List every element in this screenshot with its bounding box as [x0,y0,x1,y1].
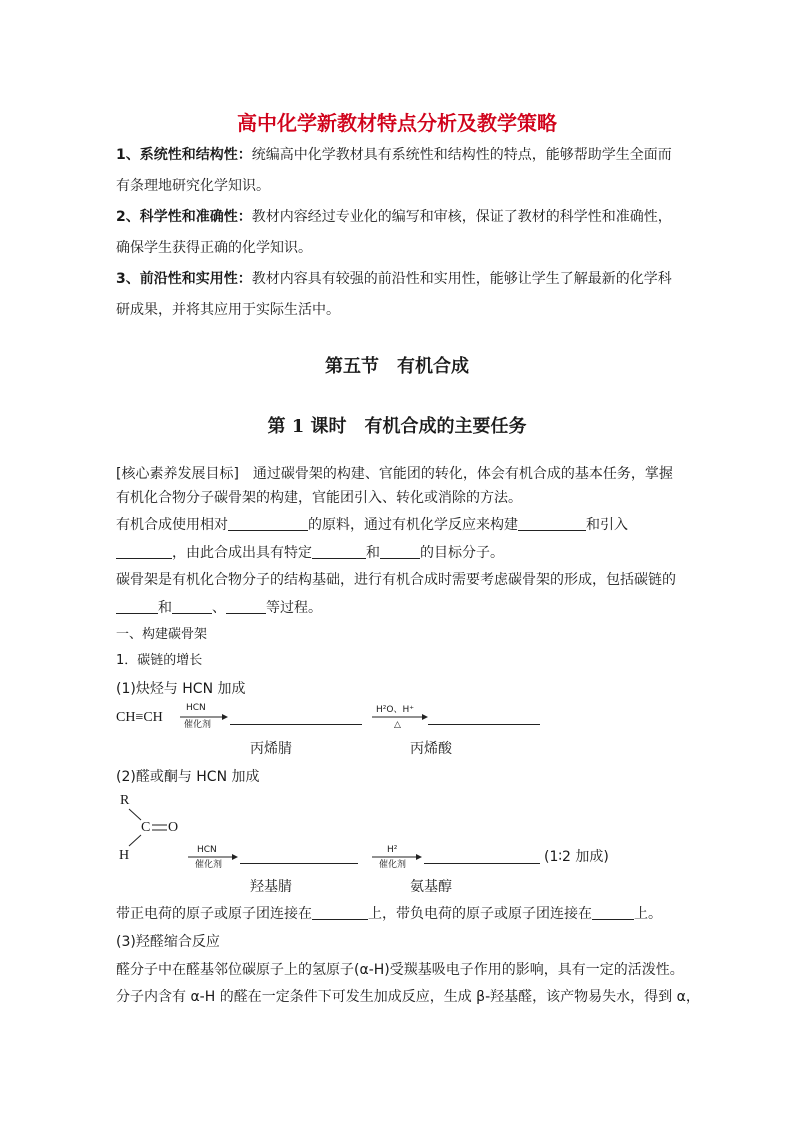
lesson-title: 第 1 课时 有机合成的主要任务 [267,416,527,437]
section-title: 第五节 有机合成 [325,356,469,377]
para-3-line [116,904,662,924]
atom-c: C [141,820,151,835]
arrow-3-top-label: HCN [197,845,217,855]
para-2-text-b: 、 [212,600,226,616]
para-3-text-b: 上，带负电荷的原子或原子团连接在 [368,906,592,922]
para-2-text-a: 和 [158,600,172,616]
point-3-text: 教材内容具有较强的前沿性和实用性，能够让学生了解最新的化学科 [251,271,672,287]
point-2-line-1 [116,207,672,227]
product-1-name: 丙烯腈 [250,741,292,757]
arrow-2-bottom-label: △ [394,720,401,730]
arrow-3-bottom-label: 催化剂 [195,860,223,870]
para-3-text-a: 带正电荷的原子或原子团连接在 [116,906,312,922]
fill-blank[interactable] [228,516,308,531]
point-1-label: 1、系统性和结构性： [116,147,252,163]
para-2-text-c: 等过程。 [266,600,322,616]
para-1-text-c: 和引入 [586,517,628,533]
para-1-text-e: 和 [366,545,380,561]
core-goal-line-1: [核心素养发展目标] 通过碳骨架的构建、官能团的转化，体会有机合成的基本任务，掌握 [116,466,673,482]
aldehyde-bonds [116,790,186,860]
para-1-text-f: 的目标分子。 [420,545,504,561]
para-1-text-b: 的原料，通过有机化学反应来构建 [308,517,518,533]
subsection-1-heading: 1．碳链的增长 [116,653,203,668]
point-1-line-1 [116,145,672,165]
fill-blank[interactable] [312,544,366,559]
ratio-note: (1∶2 加成) [544,849,609,865]
atom-r: R [120,793,130,808]
para-4-line-1: 醛分子中在醛基邻位碳原子上的氢原子(α-H)受羰基吸电子作用的影响，具有一定的活泼性。 [116,962,684,978]
point-1-line-2: 有条理地研究化学知识。 [116,178,270,194]
fill-blank[interactable] [518,516,586,531]
para-1-text-d: ，由此合成出具有特定 [172,545,312,561]
para-1-text-a: 有机合成使用相对 [116,517,228,533]
arrow-1-top-label: HCN [186,703,206,713]
product-blank-3[interactable] [240,863,358,864]
arrow-1-bottom-label: 催化剂 [184,720,212,730]
item-1-heading: (1)炔烃与 HCN 加成 [116,681,246,697]
point-2-text: 教材内容经过专业化的编写和审核，保证了教材的科学性和准确性， [251,209,672,225]
atom-o: O [168,820,179,835]
fill-blank[interactable] [592,905,634,920]
para-3-text-c: 上。 [634,906,662,922]
section-1-heading: 一、构建碳骨架 [116,627,208,642]
item-3-heading: (3)羟醛缩合反应 [116,934,220,950]
arrow-4-top-label: H² [387,845,398,855]
para-1-line-1 [116,515,628,535]
arrow-2-top-label: H²O、H⁺ [376,705,414,715]
para-4-line-2: 分子内含有 α-H 的醛在一定条件下可发生加成反应，生成 β-羟基醛，该产物易失水，得到 α， [116,989,700,1005]
fill-blank[interactable] [380,544,420,559]
point-2-label: 2、科学性和准确性： [116,209,252,225]
product-2-name: 丙烯酸 [410,741,452,757]
product-blank-2[interactable] [428,724,540,725]
document-title: 高中化学新教材特点分析及教学策略 [237,111,557,135]
fill-blank[interactable] [116,599,158,614]
point-2-line-2: 确保学生获得正确的化学知识。 [116,240,312,256]
reactant-acetylene: CH≡CH [116,710,163,725]
atom-h: H [119,848,130,863]
point-1-text: 统编高中化学教材具有系统性和结构性的特点，能够帮助学生全面而 [251,147,672,163]
fill-blank[interactable] [116,544,172,559]
product-blank-1[interactable] [230,724,362,725]
product-3-name: 羟基腈 [250,879,292,895]
product-4-name: 氨基醇 [410,879,452,895]
point-3-line-1 [116,269,672,289]
para-1-line-2 [116,543,504,563]
fill-blank[interactable] [226,599,266,614]
product-blank-4[interactable] [424,863,540,864]
core-goal-line-2: 有机化合物分子碳骨架的构建，官能团引入、转化或消除的方法。 [116,490,522,506]
item-2-heading: (2)醛或酮与 HCN 加成 [116,769,260,785]
para-2-line-1: 碳骨架是有机化合物分子的结构基础，进行有机合成时需要考虑碳骨架的形成，包括碳链的 [116,572,676,588]
fill-blank[interactable] [312,905,368,920]
arrow-4-bottom-label: 催化剂 [379,860,407,870]
point-3-label: 3、前沿性和实用性： [116,271,252,287]
point-3-line-2: 研成果，并将其应用于实际生活中。 [116,302,340,318]
para-2-line-2 [116,598,322,618]
fill-blank[interactable] [172,599,212,614]
